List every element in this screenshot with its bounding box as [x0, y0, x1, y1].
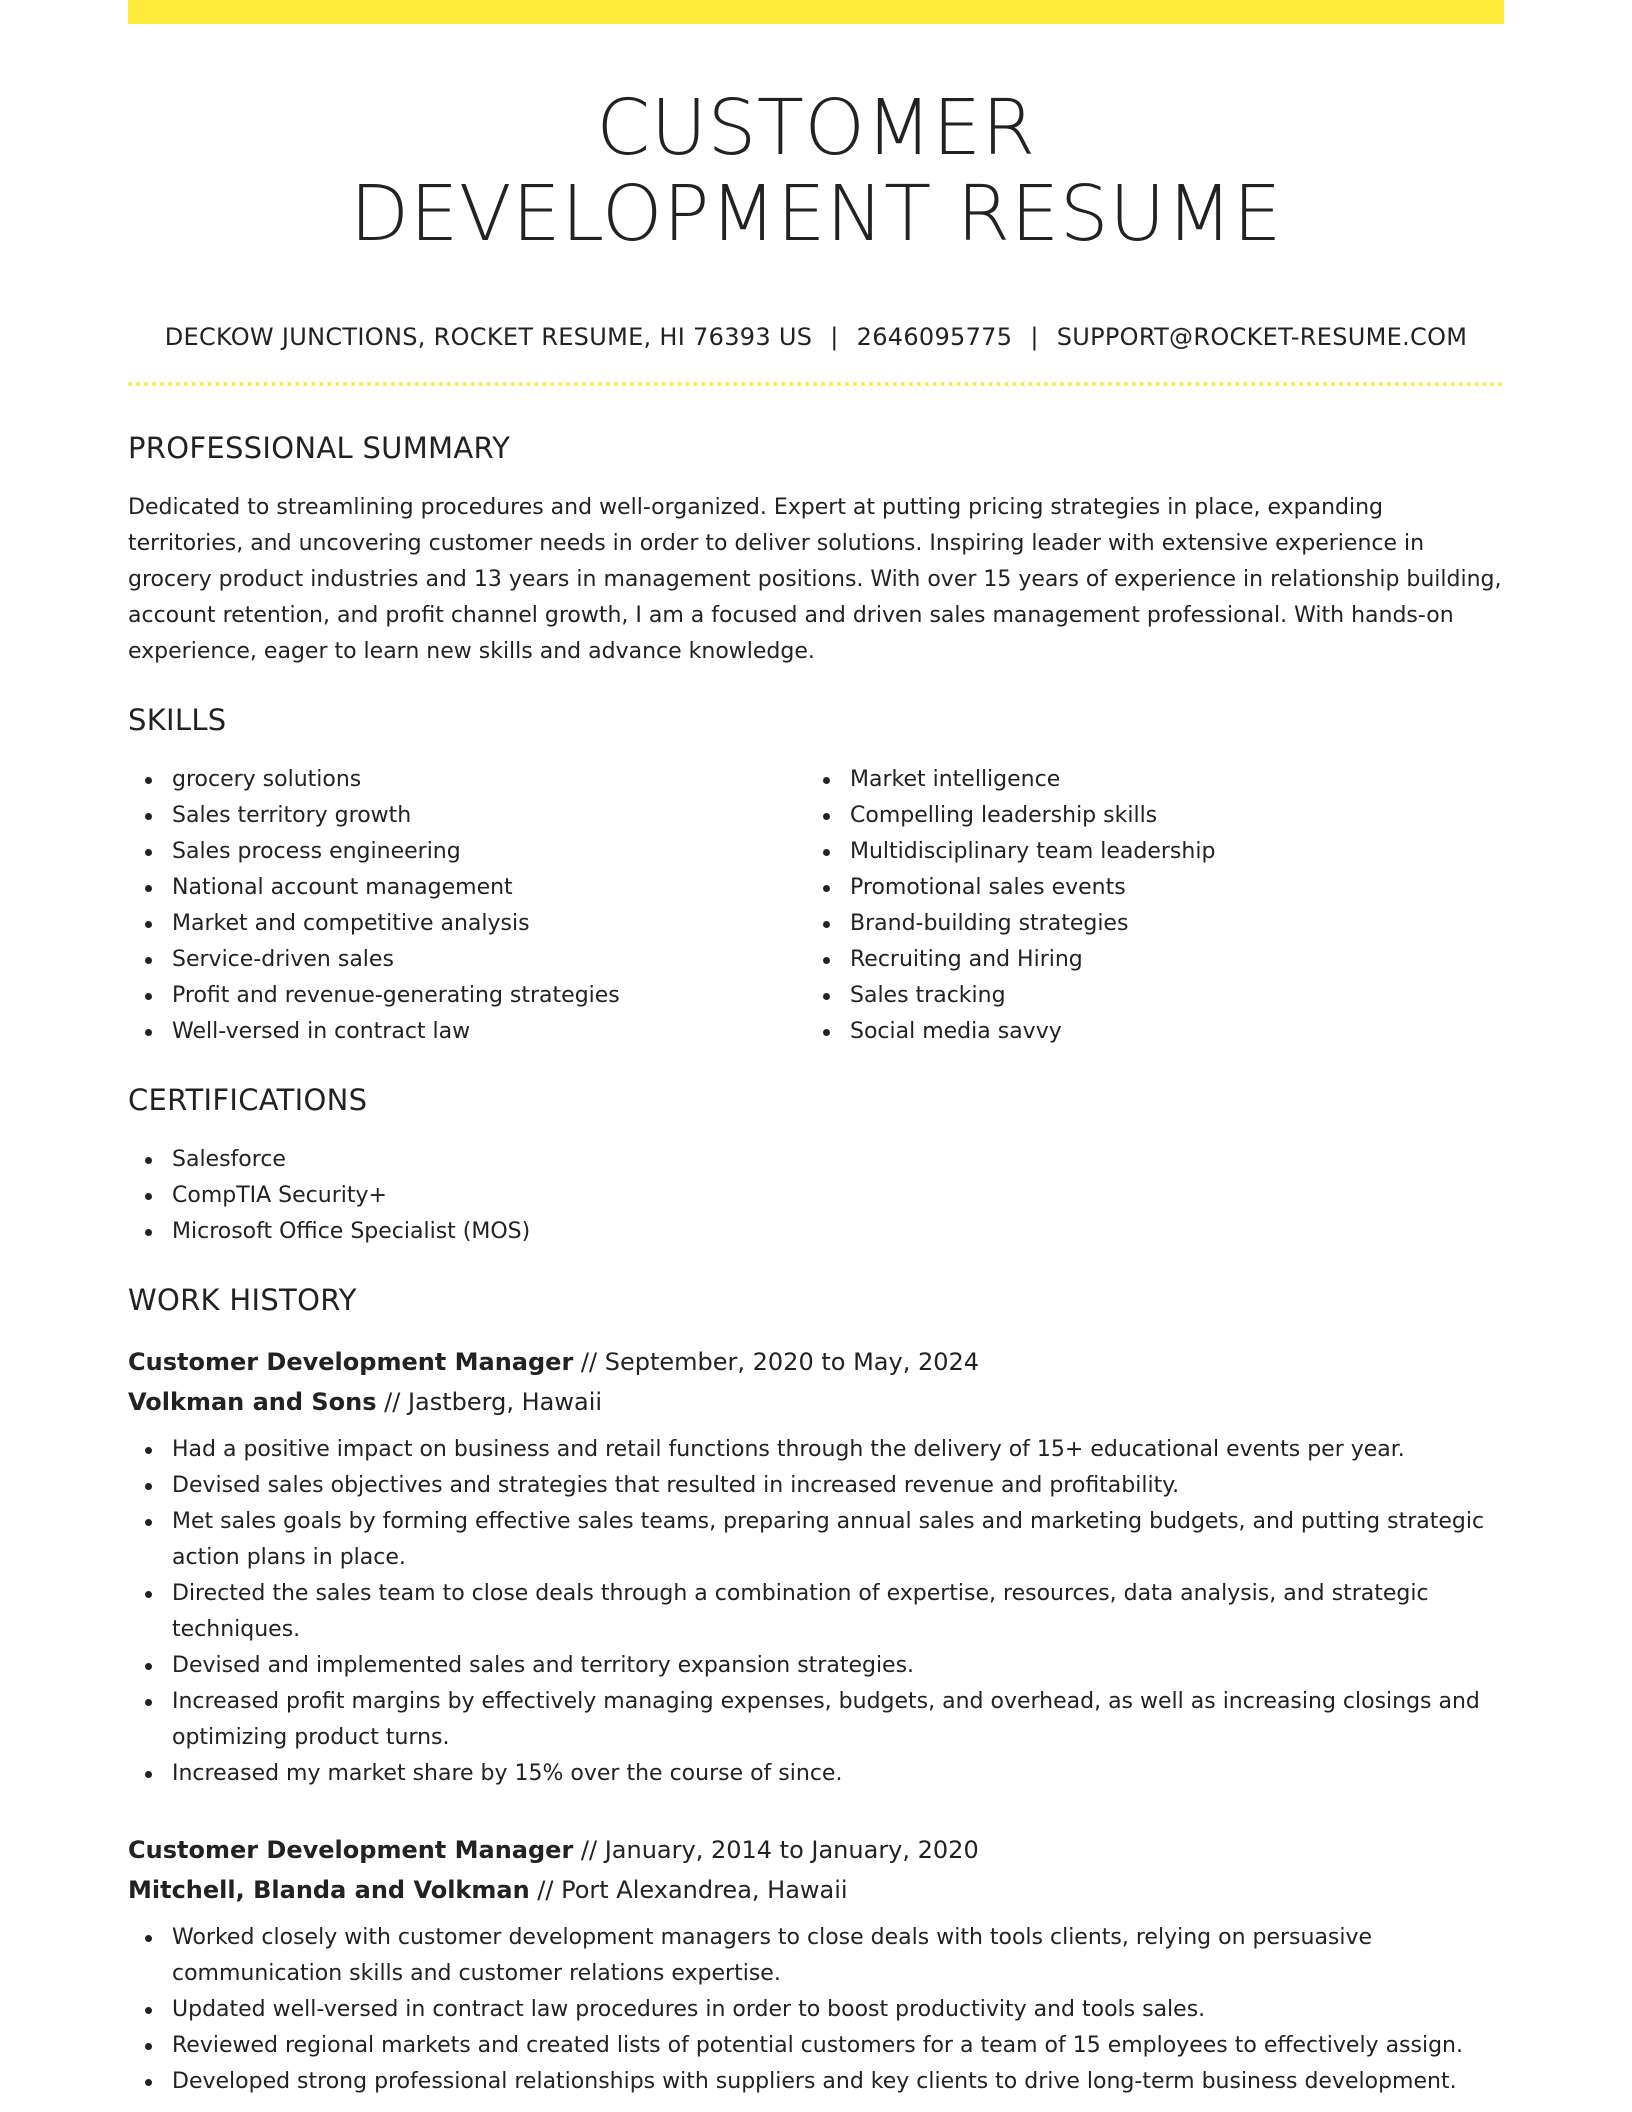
skill-item: Profit and revenue-generating strategies [128, 978, 806, 1014]
job-bullets [128, 1920, 1504, 2100]
certifications-list [128, 1142, 1504, 1250]
job-role: Customer Development Manager [128, 1348, 574, 1376]
skills-column-right [806, 762, 1484, 1050]
job-bullet: Increased my market share by 15% over the course of since. [128, 1756, 1504, 1792]
skill-item: Sales process engineering [128, 834, 806, 870]
job-company: Volkman and Sons [128, 1388, 377, 1416]
skill-item: National account management [128, 870, 806, 906]
jobs-container [128, 1342, 1504, 2100]
dotted-divider [128, 382, 1504, 386]
job-location: // Jastberg, Hawaii [376, 1388, 603, 1416]
job-location: // Port Alexandrea, Hawaii [529, 1876, 848, 1904]
job-dates: // January, 2014 to January, 2020 [573, 1836, 979, 1864]
contact-separator: | [1030, 323, 1039, 351]
resume-title [128, 86, 1504, 258]
job-bullet: Devised and implemented sales and territory expansion strategies. [128, 1648, 1504, 1684]
skills-list-right [806, 762, 1484, 1050]
title-line-1: CUSTOMER [596, 84, 1036, 173]
title-line-2: DEVELOPMENT RESUME [349, 170, 1283, 259]
summary-text: Dedicated to streamlining procedures and well-organized. Expert at putting pricing strategies in place, expanding territories, and uncovering customer needs in order to deliver solutions. Inspiring leader with extensive experience in grocery product industries and 13 years in management positions. With over 15 years of experience in relationship building, account retention, and profit channel growth, I am a focused and driven sales management professional. With hands-on experience, eager to learn new skills and advance knowledge. [128, 495, 1502, 664]
skills-list-left [128, 762, 806, 1050]
job-title-line [128, 1342, 1504, 1382]
skill-item: Recruiting and Hiring [806, 942, 1484, 978]
skill-item: Well-versed in contract law [128, 1014, 806, 1050]
job-bullet: Had a positive impact on business and retail functions through the delivery of 15+ educational events per year. [128, 1432, 1504, 1468]
job-bullets [128, 1432, 1504, 1792]
skill-item: Sales tracking [806, 978, 1484, 1014]
skill-item: Promotional sales events [806, 870, 1484, 906]
contact-separator: | [830, 323, 839, 351]
job-bullets-wrap [128, 1920, 1504, 2100]
certifications-wrap [128, 1142, 1504, 1250]
skill-item: Market intelligence [806, 762, 1484, 798]
work-history-section [128, 1282, 1504, 2100]
skill-item: Social media savvy [806, 1014, 1484, 1050]
certifications-section [128, 1082, 1504, 1250]
skill-item: Multidisciplinary team leadership [806, 834, 1484, 870]
job-bullet: Updated well-versed in contract law procedures in order to boost productivity and tools sales. [128, 1992, 1504, 2028]
job-bullet: Directed the sales team to close deals through a combination of expertise, resources, data analysis, and strategic techniques. [128, 1576, 1504, 1648]
skill-item: Compelling leadership skills [806, 798, 1484, 834]
job-company-line [128, 1382, 1504, 1422]
job-bullet: Developed strong professional relationships with suppliers and key clients to drive long-term business development. [128, 2064, 1504, 2100]
certification-item: Microsoft Office Specialist (MOS) [128, 1214, 1504, 1250]
job-entry [128, 1342, 1504, 1792]
contact-email: SUPPORT@ROCKET-RESUME.COM [1056, 323, 1468, 351]
certification-item: CompTIA Security+ [128, 1178, 1504, 1214]
summary-heading: PROFESSIONAL SUMMARY [128, 431, 511, 465]
job-bullet: Met sales goals by forming effective sales teams, preparing annual sales and marketing budgets, and putting strategic action plans in place. [128, 1504, 1504, 1576]
job-role: Customer Development Manager [128, 1836, 574, 1864]
job-bullet: Worked closely with customer development managers to close deals with tools clients, relying on persuasive communication skills and customer relations expertise. [128, 1920, 1504, 1992]
contact-line [128, 322, 1504, 352]
skill-item: Market and competitive analysis [128, 906, 806, 942]
skills-heading: SKILLS [128, 703, 227, 737]
job-bullets-wrap [128, 1432, 1504, 1792]
skills-section [128, 702, 1504, 1050]
job-bullet: Reviewed regional markets and created lists of potential customers for a team of 15 employees to effectively assign. [128, 2028, 1504, 2064]
contact-address: DECKOW JUNCTIONS, ROCKET RESUME, HI 76393 US [164, 323, 813, 351]
contact-phone: 2646095775 [856, 323, 1013, 351]
job-bullet: Increased profit margins by effectively managing expenses, budgets, and overhead, as well as increasing closings and optimizing product turns. [128, 1684, 1504, 1756]
job-entry [128, 1830, 1504, 2100]
skills-columns [128, 762, 1504, 1050]
job-company: Mitchell, Blanda and Volkman [128, 1876, 530, 1904]
job-dates: // September, 2020 to May, 2024 [573, 1348, 980, 1376]
work-history-heading: WORK HISTORY [128, 1283, 357, 1317]
job-title-line [128, 1830, 1504, 1870]
skill-item: Sales territory growth [128, 798, 806, 834]
accent-top-bar [128, 0, 1504, 24]
skill-item: Service-driven sales [128, 942, 806, 978]
job-company-line [128, 1870, 1504, 1910]
certification-item: Salesforce [128, 1142, 1504, 1178]
skill-item: Brand-building strategies [806, 906, 1484, 942]
certifications-heading: CERTIFICATIONS [128, 1083, 368, 1117]
job-bullet: Devised sales objectives and strategies that resulted in increased revenue and profitability. [128, 1468, 1504, 1504]
skills-column-left [128, 762, 806, 1050]
skill-item: grocery solutions [128, 762, 806, 798]
resume-page [128, 0, 1504, 2100]
